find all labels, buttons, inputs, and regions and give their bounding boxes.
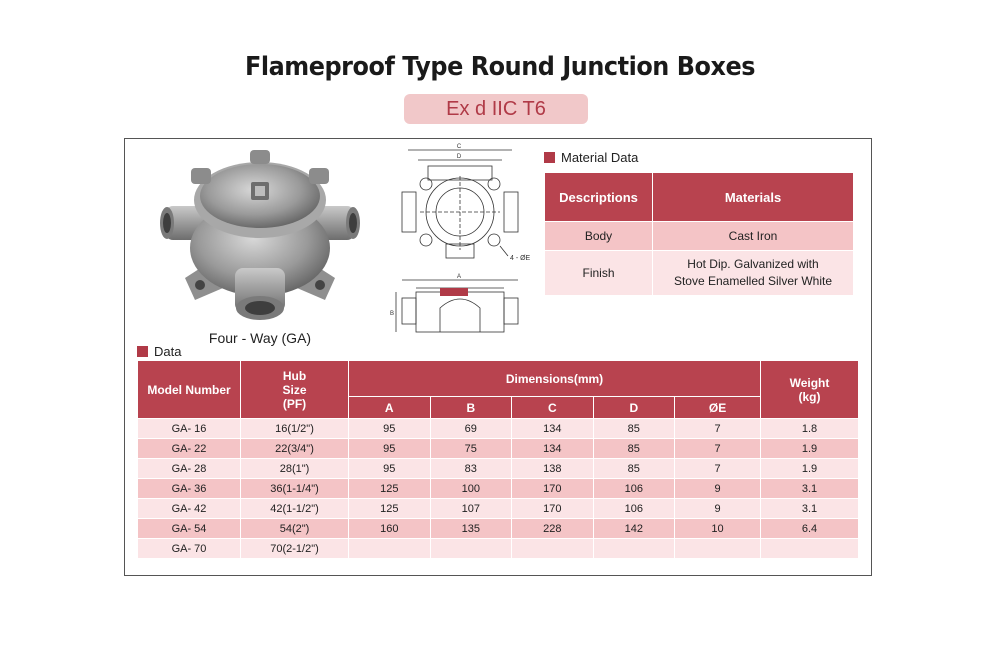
table-cell <box>761 539 859 559</box>
dim-label-c: C <box>456 144 462 150</box>
section-marker <box>137 346 148 357</box>
table-cell: GA- 36 <box>138 479 241 499</box>
table-cell: 95 <box>349 439 431 459</box>
data-section-label: Data <box>137 344 181 359</box>
table-row <box>138 539 859 559</box>
junction-box-photo <box>155 148 365 326</box>
table-cell: 9 <box>675 479 761 499</box>
material-header-materials: Materials <box>653 173 854 222</box>
table-cell: GA- 42 <box>138 499 241 519</box>
header-weight: Weight (kg) <box>761 361 859 419</box>
header-dim-b: B <box>430 397 512 419</box>
header-dim-c: C <box>512 397 594 419</box>
material-table <box>544 172 854 296</box>
dimensions-table <box>137 360 859 559</box>
table-cell: 138 <box>512 459 594 479</box>
table-row <box>138 419 859 439</box>
table-cell: GA- 28 <box>138 459 241 479</box>
header-dim-a: A <box>349 397 431 419</box>
header-dim-e: ØE <box>675 397 761 419</box>
table-cell <box>512 539 594 559</box>
table-cell: 125 <box>349 499 431 519</box>
material-value: Hot Dip. Galvanized with Stove Enamelled Silver White <box>653 251 854 296</box>
table-cell: 75 <box>430 439 512 459</box>
table-cell: 125 <box>349 479 431 499</box>
material-header-descriptions: Descriptions <box>545 173 653 222</box>
header-dim-d: D <box>593 397 675 419</box>
table-row <box>545 251 854 296</box>
table-cell: 170 <box>512 479 594 499</box>
table-cell <box>675 539 761 559</box>
table-row <box>138 479 859 499</box>
table-row <box>138 499 859 519</box>
section-marker <box>544 152 555 163</box>
table-cell: 142 <box>593 519 675 539</box>
table-row <box>138 459 859 479</box>
table-cell: 170 <box>512 499 594 519</box>
table-cell: 106 <box>593 499 675 519</box>
table-cell: 85 <box>593 459 675 479</box>
table-cell: 95 <box>349 419 431 439</box>
table-row <box>545 222 854 251</box>
table-cell: 69 <box>430 419 512 439</box>
table-cell <box>349 539 431 559</box>
table-cell: 1.9 <box>761 439 859 459</box>
table-cell: 100 <box>430 479 512 499</box>
table-cell <box>593 539 675 559</box>
material-desc: Finish <box>545 251 653 296</box>
dim-label-a: A <box>456 274 462 280</box>
table-cell: 10 <box>675 519 761 539</box>
table-cell: 1.8 <box>761 419 859 439</box>
table-cell: 107 <box>430 499 512 519</box>
table-row <box>138 439 859 459</box>
table-cell: GA- 22 <box>138 439 241 459</box>
protection-rating-badge: Ex d IIC T6 <box>404 94 588 124</box>
table-cell: GA- 70 <box>138 539 241 559</box>
table-cell: 28(1") <box>241 459 349 479</box>
material-desc: Body <box>545 222 653 251</box>
table-cell <box>430 539 512 559</box>
header-hub-size: Hub Size (PF) <box>241 361 349 419</box>
table-cell: 1.9 <box>761 459 859 479</box>
material-section-label: Material Data <box>544 150 638 165</box>
table-cell: 6.4 <box>761 519 859 539</box>
table-cell: 135 <box>430 519 512 539</box>
table-cell: 7 <box>675 439 761 459</box>
table-cell: 85 <box>593 439 675 459</box>
table-cell: 106 <box>593 479 675 499</box>
header-dimensions: Dimensions(mm) <box>349 361 761 397</box>
table-cell: 160 <box>349 519 431 539</box>
table-cell: 7 <box>675 419 761 439</box>
header-model-number: Model Number <box>138 361 241 419</box>
table-cell: 16(1/2") <box>241 419 349 439</box>
table-cell: 3.1 <box>761 499 859 519</box>
table-cell: 36(1-1/4") <box>241 479 349 499</box>
table-cell: 134 <box>512 419 594 439</box>
table-cell: 3.1 <box>761 479 859 499</box>
table-cell: GA- 54 <box>138 519 241 539</box>
dim-label-d: D <box>456 154 462 160</box>
table-cell: 95 <box>349 459 431 479</box>
photo-caption: Four - Way (GA) <box>208 330 312 346</box>
table-cell: 134 <box>512 439 594 459</box>
table-cell: GA- 16 <box>138 419 241 439</box>
page-title: Flameproof Type Round Junction Boxes <box>244 52 755 82</box>
table-cell: 228 <box>512 519 594 539</box>
table-cell: 22(3/4") <box>241 439 349 459</box>
table-cell: 7 <box>675 459 761 479</box>
table-cell: 83 <box>430 459 512 479</box>
table-cell: 70(2-1/2") <box>241 539 349 559</box>
table-cell: 85 <box>593 419 675 439</box>
table-cell: 42(1-1/2") <box>241 499 349 519</box>
dimension-drawing <box>380 140 540 345</box>
material-value: Cast Iron <box>653 222 854 251</box>
table-cell: 54(2") <box>241 519 349 539</box>
dim-label-hole: 4 - ØE <box>510 255 531 262</box>
table-row <box>138 519 859 539</box>
table-cell: 9 <box>675 499 761 519</box>
dim-label-b: B <box>390 311 395 317</box>
